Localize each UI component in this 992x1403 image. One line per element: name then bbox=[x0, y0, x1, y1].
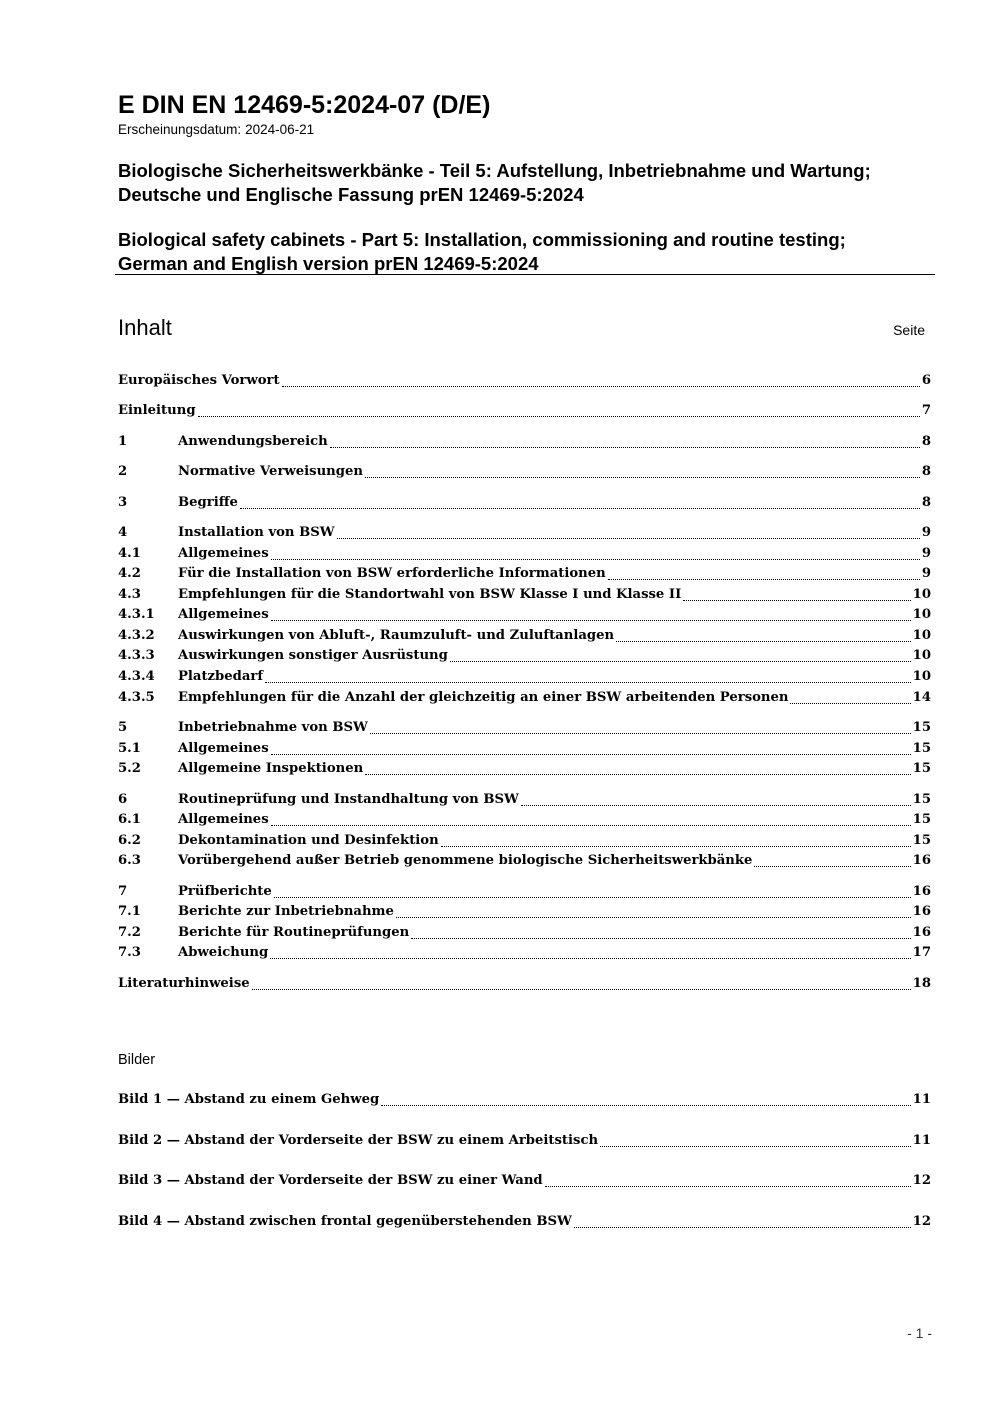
toc-leader bbox=[270, 957, 910, 959]
toc-entry[interactable] bbox=[118, 882, 931, 902]
toc-leader bbox=[365, 773, 910, 775]
toc-entry-page: 16 bbox=[912, 884, 931, 899]
toc-entry-text: Platzbedarf bbox=[178, 669, 264, 684]
publication-date: 2024-06-21 bbox=[245, 122, 315, 137]
toc-entry-number: 4.3.2 bbox=[118, 628, 155, 643]
toc-entry[interactable] bbox=[118, 371, 931, 391]
toc-entry[interactable] bbox=[118, 902, 931, 922]
toc-leader bbox=[265, 681, 911, 683]
toc-entry-text: Berichte für Routineprüfungen bbox=[178, 925, 410, 940]
figure-entry-page: 12 bbox=[912, 1214, 931, 1229]
toc-entry[interactable] bbox=[118, 462, 931, 482]
toc-leader bbox=[271, 558, 920, 560]
toc-entry-page: 15 bbox=[912, 792, 931, 807]
toc-entry[interactable] bbox=[118, 544, 931, 564]
toc-leader bbox=[198, 415, 920, 417]
toc-leader bbox=[545, 1185, 911, 1187]
toc-entry-text: Allgemeine Inspektionen bbox=[178, 761, 364, 776]
publication-date-label: Erscheinungsdatum: bbox=[118, 122, 242, 137]
toc-entry-number: 4.3.3 bbox=[118, 648, 155, 663]
toc-page-column-label: Seite bbox=[893, 322, 925, 338]
toc-entry-text: Routineprüfung und Instandhaltung von BSW bbox=[178, 792, 519, 807]
toc-entry-text: Für die Installation von BSW erforderliche Informationen bbox=[178, 566, 606, 581]
toc-entry-text: Auswirkungen von Abluft-, Raumzuluft- und Zuluftanlagen bbox=[178, 628, 615, 643]
toc-leader bbox=[754, 865, 910, 867]
document-id: E DIN EN 12469-5:2024-07 (D/E) bbox=[118, 91, 491, 119]
toc-entry-text: Allgemeines bbox=[178, 812, 269, 827]
toc-heading: Inhalt bbox=[118, 315, 172, 340]
toc-leader bbox=[337, 537, 920, 539]
toc-leader bbox=[271, 824, 911, 826]
page-number: - 1 - bbox=[907, 1325, 932, 1341]
toc-entry-number: 2 bbox=[118, 464, 128, 479]
figure-entry[interactable] bbox=[118, 1090, 931, 1110]
toc-leader bbox=[240, 507, 920, 509]
toc-entry-page: 10 bbox=[912, 607, 931, 622]
toc-entry[interactable] bbox=[118, 759, 931, 779]
toc-entry[interactable] bbox=[118, 523, 931, 543]
toc-entry-page: 15 bbox=[912, 720, 931, 735]
toc-entry-text: Empfehlungen für die Standortwahl von BSW Klasse I und Klasse II bbox=[178, 587, 682, 602]
toc-entry[interactable] bbox=[118, 493, 931, 513]
toc-entry[interactable] bbox=[118, 626, 931, 646]
toc-leader bbox=[370, 732, 911, 734]
toc-entry-number: 4.3.1 bbox=[118, 607, 155, 622]
toc-entry-page: 16 bbox=[912, 904, 931, 919]
toc-entry-page: 16 bbox=[912, 853, 931, 868]
toc-leader bbox=[683, 599, 910, 601]
toc-entry[interactable] bbox=[118, 790, 931, 810]
toc-entry[interactable] bbox=[118, 667, 931, 687]
figure-entry-text: Bild 3 — Abstand der Vorderseite der BSW zu einer Wand bbox=[118, 1173, 543, 1188]
figure-entry[interactable] bbox=[118, 1131, 931, 1151]
toc-leader bbox=[271, 619, 911, 621]
toc-entry[interactable] bbox=[118, 851, 931, 871]
toc-leader bbox=[411, 937, 910, 939]
toc-entry-number: 3 bbox=[118, 495, 128, 510]
toc-leader bbox=[274, 896, 911, 898]
toc-entry-page: 15 bbox=[912, 741, 931, 756]
toc-entry[interactable] bbox=[118, 605, 931, 625]
toc-entry-text: Literaturhinweise bbox=[118, 976, 250, 991]
title-divider bbox=[115, 274, 935, 275]
figure-entry-text: Bild 2 — Abstand der Vorderseite der BSW zu einem Arbeitstisch bbox=[118, 1133, 599, 1148]
toc-entry[interactable] bbox=[118, 943, 931, 963]
toc-entry-text: Normative Verweisungen bbox=[178, 464, 363, 479]
toc-leader bbox=[252, 988, 911, 990]
toc-entry-page: 17 bbox=[912, 945, 931, 960]
toc-entry-text: Installation von BSW bbox=[178, 525, 335, 540]
title-german: Biologische Sicherheitswerkbänke - Teil 5: Aufstellung, Inbetriebnahme und Wartung; Deutsche und Englische Fassung prEN 12469-5:2024 bbox=[118, 160, 871, 205]
toc-entry-page: 10 bbox=[912, 628, 931, 643]
toc-entry-number: 4.1 bbox=[118, 546, 141, 561]
toc-entry-text: Allgemeines bbox=[178, 546, 269, 561]
toc-entry-number: 5.1 bbox=[118, 741, 141, 756]
toc-entry[interactable] bbox=[118, 564, 931, 584]
toc-entry-page: 9 bbox=[921, 525, 931, 540]
toc-entry-page: 10 bbox=[912, 648, 931, 663]
toc-entry-page: 9 bbox=[921, 546, 931, 561]
toc-entry-number: 4.3.5 bbox=[118, 690, 155, 705]
toc-leader bbox=[396, 916, 911, 918]
toc-entry-text: Empfehlungen für die Anzahl der gleichzeitig an einer BSW arbeitenden Personen bbox=[178, 690, 789, 705]
toc-entry-text: Dekontamination und Desinfektion bbox=[178, 833, 439, 848]
toc-entry-text: Europäisches Vorwort bbox=[118, 373, 280, 388]
toc-entry[interactable] bbox=[118, 739, 931, 759]
title-english: Biological safety cabinets - Part 5: Installation, commissioning and routine testing; German and English version prEN 12469-5:2024 bbox=[118, 229, 846, 274]
toc-leader bbox=[616, 640, 911, 642]
toc-entry[interactable] bbox=[118, 585, 931, 605]
toc-leader bbox=[790, 702, 910, 704]
toc-entry-text: Abweichung bbox=[178, 945, 269, 960]
toc-leader bbox=[365, 476, 920, 478]
figures-heading: Bilder bbox=[118, 1052, 156, 1068]
toc-entry-text: Allgemeines bbox=[178, 741, 269, 756]
figure-entry-text: Bild 4 — Abstand zwischen frontal gegenüberstehenden BSW bbox=[118, 1214, 572, 1229]
figure-entry[interactable] bbox=[118, 1171, 931, 1191]
toc-leader bbox=[271, 753, 911, 755]
toc-entry[interactable] bbox=[118, 831, 931, 851]
figure-entry-page: 11 bbox=[912, 1133, 931, 1148]
toc-leader bbox=[330, 446, 920, 448]
toc-entry[interactable] bbox=[118, 688, 931, 708]
figure-entry-page: 12 bbox=[912, 1173, 931, 1188]
toc-leader bbox=[450, 660, 911, 662]
toc-leader bbox=[574, 1226, 911, 1228]
toc-entry-page: 8 bbox=[921, 434, 931, 449]
toc-entry-text: Auswirkungen sonstiger Ausrüstung bbox=[178, 648, 448, 663]
toc-entry-page: 16 bbox=[912, 925, 931, 940]
toc-entry-text: Prüfberichte bbox=[178, 884, 272, 899]
toc-entry-number: 5.2 bbox=[118, 761, 141, 776]
toc-entry-page: 8 bbox=[921, 464, 931, 479]
toc-entry[interactable] bbox=[118, 718, 931, 738]
toc-entry-number: 4 bbox=[118, 525, 128, 540]
toc-entry-number: 6.3 bbox=[118, 853, 141, 868]
toc-entry-page: 9 bbox=[921, 566, 931, 581]
figure-entry-text: Bild 1 — Abstand zu einem Gehweg bbox=[118, 1092, 380, 1107]
toc-entry-page: 6 bbox=[921, 373, 931, 388]
figure-entry[interactable] bbox=[118, 1212, 931, 1232]
toc-entry-number: 1 bbox=[118, 434, 128, 449]
toc-entry-page: 8 bbox=[921, 495, 931, 510]
toc-leader bbox=[282, 385, 920, 387]
toc-entry-text: Berichte zur Inbetriebnahme bbox=[178, 904, 394, 919]
toc-entry-page: 15 bbox=[912, 833, 931, 848]
toc-entry-text: Inbetriebnahme von BSW bbox=[178, 720, 368, 735]
toc-entry-text: Einleitung bbox=[118, 403, 196, 418]
toc-entry-number: 6.2 bbox=[118, 833, 141, 848]
toc-entry-text: Anwendungsbereich bbox=[178, 434, 328, 449]
toc-entry-text: Allgemeines bbox=[178, 607, 269, 622]
toc-leader bbox=[521, 804, 911, 806]
toc-leader bbox=[608, 578, 920, 580]
toc-entry-number: 7.2 bbox=[118, 925, 141, 940]
toc-entry-page: 14 bbox=[912, 690, 931, 705]
toc-leader bbox=[381, 1104, 910, 1106]
toc-leader bbox=[600, 1145, 911, 1147]
toc-entry[interactable] bbox=[118, 646, 931, 666]
toc-entry[interactable] bbox=[118, 810, 931, 830]
toc-entry-page: 18 bbox=[912, 976, 931, 991]
toc-entry-number: 4.3.4 bbox=[118, 669, 155, 684]
toc-entry[interactable] bbox=[118, 923, 931, 943]
toc-entry-number: 4.3 bbox=[118, 587, 141, 602]
toc-entry-number: 7.3 bbox=[118, 945, 141, 960]
toc-entry[interactable] bbox=[118, 974, 931, 994]
toc-entry-number: 6.1 bbox=[118, 812, 141, 827]
toc-entry-page: 15 bbox=[912, 761, 931, 776]
toc-entry-page: 10 bbox=[912, 587, 931, 602]
toc-entry[interactable] bbox=[118, 432, 931, 452]
figure-entry-page: 11 bbox=[912, 1092, 931, 1107]
toc-entry-page: 7 bbox=[921, 403, 931, 418]
toc-entry[interactable] bbox=[118, 401, 931, 421]
toc-entry-text: Vorübergehend außer Betrieb genommene biologische Sicherheitswerkbänke bbox=[178, 853, 753, 868]
toc-entry-number: 6 bbox=[118, 792, 128, 807]
toc-entry-number: 7 bbox=[118, 884, 128, 899]
toc-entry-text: Begriffe bbox=[178, 495, 238, 510]
toc-entry-number: 4.2 bbox=[118, 566, 141, 581]
publication-date-line bbox=[118, 121, 314, 138]
toc-entry-page: 10 bbox=[912, 669, 931, 684]
toc-leader bbox=[441, 845, 911, 847]
toc-entry-number: 7.1 bbox=[118, 904, 141, 919]
toc-entry-page: 15 bbox=[912, 812, 931, 827]
toc-entry-number: 5 bbox=[118, 720, 128, 735]
